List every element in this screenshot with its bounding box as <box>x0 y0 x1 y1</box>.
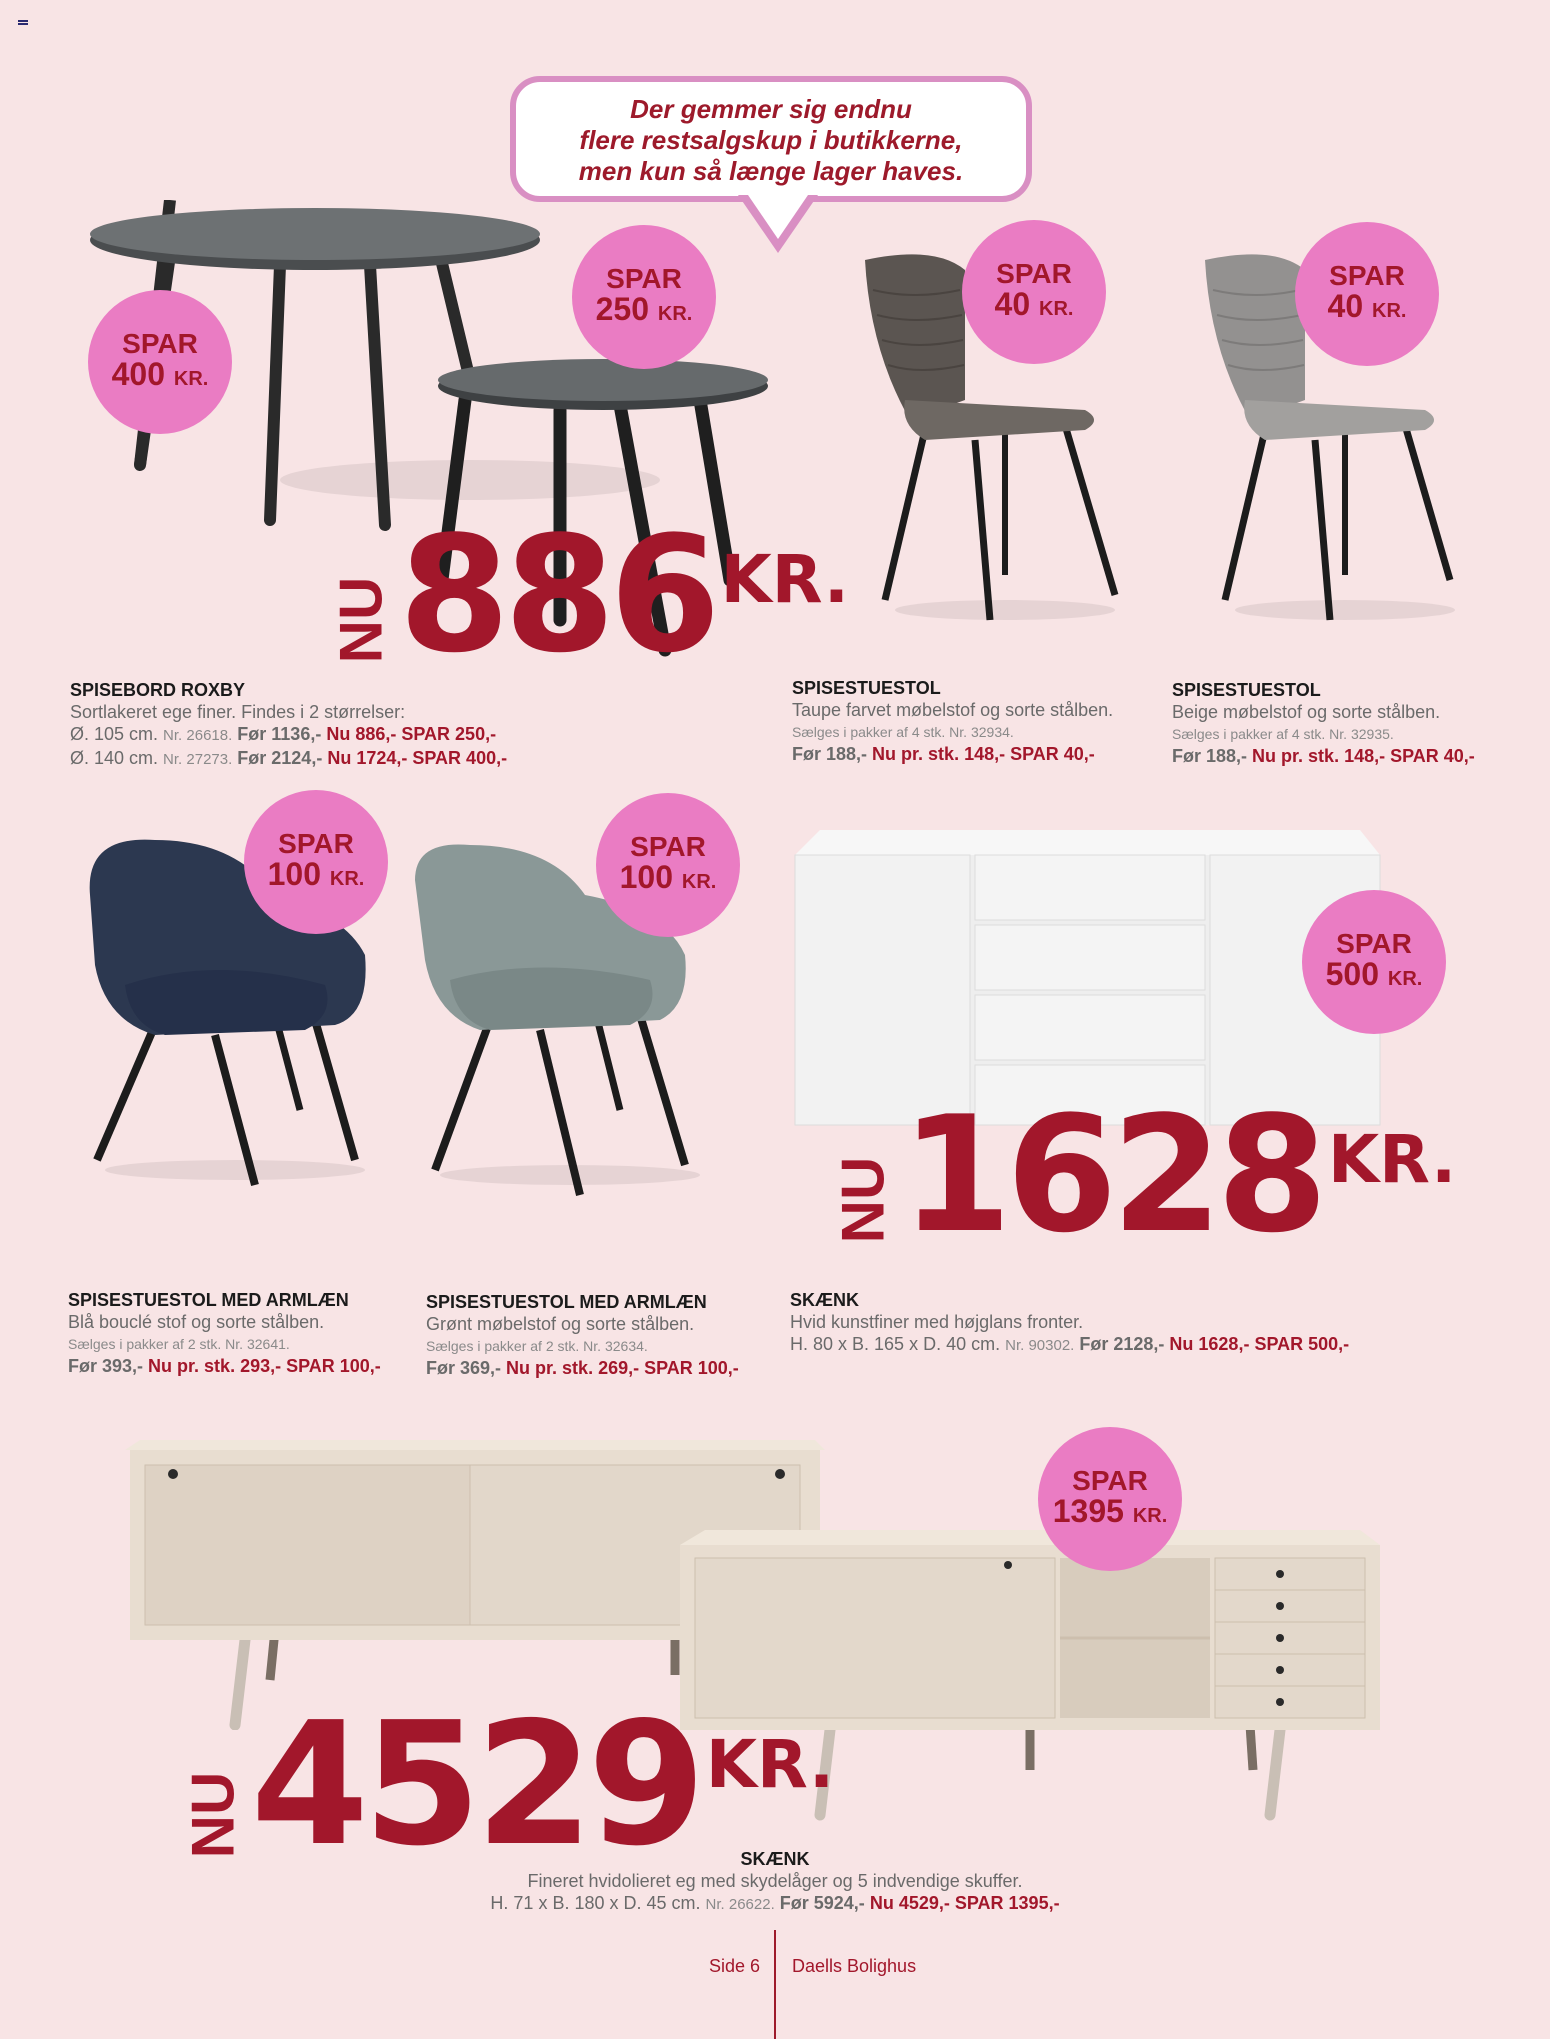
spar-label: SPAR <box>1329 259 1405 291</box>
spar-unit: KR. <box>1387 967 1423 990</box>
spar-unit: KR. <box>657 302 693 325</box>
now-price: Nu 4529,- SPAR 1395,- <box>869 1893 1060 1913</box>
item-number: Nr. 90302. <box>1005 1337 1075 1354</box>
spar-amount: 500 <box>1325 955 1380 992</box>
spar-unit: KR. <box>681 870 717 893</box>
price-line-2 <box>70 747 770 771</box>
price-number: 886 <box>398 501 715 688</box>
promo-speech-bubble <box>510 76 1032 202</box>
spar-amount: 40 <box>1327 287 1364 324</box>
product-sideboard-white <box>790 1289 1510 1357</box>
price-number: 4529 <box>250 1686 700 1884</box>
nu-label: NU <box>327 576 395 664</box>
spar-badge-500 <box>1302 890 1446 1034</box>
size: Ø. 140 cm. <box>70 748 159 768</box>
spar-badge-400 <box>88 290 232 434</box>
now-price: Nu 1724,- SPAR 400,- <box>327 748 508 768</box>
price-line-1 <box>70 723 770 747</box>
big-price-4529 <box>170 1665 835 1884</box>
product-armchair-green <box>426 1291 786 1379</box>
before-price: Før 188,- <box>1172 746 1248 766</box>
spar-badge-100-green <box>596 793 740 937</box>
pack-info: Sælges i pakker af 2 stk. Nr. 32634. <box>426 1338 648 1354</box>
spar-amount: 100 <box>267 855 322 892</box>
page-number: Side 6 <box>708 1956 760 1976</box>
product-name: SPISESTUESTOL MED ARMLÆN <box>426 1292 707 1312</box>
size: H. 71 x B. 180 x D. 45 cm. <box>490 1893 701 1913</box>
before-price: Før 393,- <box>68 1356 144 1376</box>
spar-amount: 1395 <box>1052 1492 1124 1529</box>
size: Ø. 105 cm. <box>70 724 159 744</box>
product-name: SKÆNK <box>790 1290 860 1310</box>
product-armchair-blue <box>68 1289 428 1377</box>
now-price: Nu pr. stk. 269,- SPAR 100,- <box>506 1358 739 1378</box>
product-name: SPISESTUESTOL <box>1172 680 1321 700</box>
nu-label: NU <box>179 1771 247 1859</box>
before-price: Før 369,- <box>426 1358 502 1378</box>
spar-label: SPAR <box>630 830 706 862</box>
spar-unit: KR. <box>1132 1504 1168 1527</box>
spar-amount: 250 <box>595 290 650 327</box>
spar-badge-40-taupe <box>962 220 1106 364</box>
now-price: Nu pr. stk. 293,- SPAR 100,- <box>148 1356 381 1376</box>
product-desc: Grønt møbelstof og sorte stålben. <box>426 1314 695 1334</box>
spar-label: SPAR <box>278 827 354 859</box>
before-price: Før 2128,- <box>1079 1334 1165 1354</box>
price-currency: KR. <box>705 1726 835 1803</box>
spar-unit: KR. <box>1039 297 1074 320</box>
product-desc: Hvid kunstfiner med højglans fronter. <box>790 1312 1084 1332</box>
now-price: Nu pr. stk. 148,- SPAR 40,- <box>1252 746 1475 766</box>
spar-label: SPAR <box>122 327 198 359</box>
price-currency: KR. <box>1327 1121 1457 1198</box>
footer-divider <box>774 1930 776 2039</box>
product-name: SPISESTUESTOL <box>792 678 941 698</box>
before-price: Før 5924,- <box>779 1893 865 1913</box>
before-price: Før 188,- <box>792 744 868 764</box>
nu-label: NU <box>829 1156 897 1244</box>
spar-amount: 40 <box>994 285 1031 322</box>
product-chair-taupe <box>792 677 1162 765</box>
pack-info: Sælges i pakker af 2 stk. Nr. 32641. <box>68 1336 290 1352</box>
product-desc: Beige møbelstof og sorte stålben. <box>1172 702 1441 722</box>
item-number: Nr. 27273. <box>163 751 233 768</box>
before-price: Før 1136,- <box>237 724 322 744</box>
spar-label: SPAR <box>996 257 1072 289</box>
product-desc: Fineret hvidolieret eg med skydelåger og 5 indvendige skuffer. <box>527 1871 1023 1891</box>
spar-unit: KR. <box>173 367 209 390</box>
product-desc: Taupe farvet møbelstof og sorte stålben. <box>792 700 1114 720</box>
product-roxby <box>70 679 770 771</box>
brand-name: Daells Bolighus <box>792 1956 917 1976</box>
now-price: Nu 1628,- SPAR 500,- <box>1169 1334 1350 1354</box>
before-price: Før 2124,- <box>237 748 323 768</box>
spar-badge-40-beige <box>1295 222 1439 366</box>
product-name: SPISESTUESTOL MED ARMLÆN <box>68 1290 349 1310</box>
pack-info: Sælges i pakker af 4 stk. Nr. 32935. <box>1172 726 1394 742</box>
size: H. 80 x B. 165 x D. 40 cm. <box>790 1334 1001 1354</box>
bubble-line-1: Der gemmer sig endnu <box>630 94 912 124</box>
spar-badge-250 <box>572 225 716 369</box>
now-price: Nu pr. stk. 148,- SPAR 40,- <box>872 744 1095 764</box>
spar-label: SPAR <box>1072 1464 1148 1496</box>
item-number: Nr. 26622. <box>705 1896 775 1913</box>
spar-label: SPAR <box>1336 927 1412 959</box>
spar-badge-100-blue <box>244 790 388 934</box>
bubble-line-3: men kun så længe lager haves. <box>578 156 964 186</box>
spar-amount: 100 <box>619 858 674 895</box>
spar-label: SPAR <box>606 262 682 294</box>
item-number: Nr. 26618. <box>163 727 233 744</box>
pack-info: Sælges i pakker af 4 stk. Nr. 32934. <box>792 724 1014 740</box>
product-desc: Sortlakeret ege finer. Findes i 2 størrelser: <box>70 702 406 722</box>
product-chair-beige <box>1172 679 1542 767</box>
big-price-886 <box>318 480 849 688</box>
product-name: SPISEBORD ROXBY <box>70 680 246 700</box>
spar-amount: 400 <box>111 355 166 392</box>
menu-icon[interactable] <box>18 20 28 28</box>
price-currency: KR. <box>720 541 849 618</box>
now-price: Nu 886,- SPAR 250,- <box>326 724 497 744</box>
bubble-line-2: flere restsalgskup i butikkerne, <box>579 125 963 155</box>
spar-unit: KR. <box>329 867 365 890</box>
price-number: 1628 <box>900 1081 1322 1268</box>
product-desc: Blå bouclé stof og sorte stålben. <box>68 1312 325 1332</box>
big-price-1628 <box>820 1060 1457 1268</box>
spar-unit: KR. <box>1372 299 1407 322</box>
product-name: SKÆNK <box>740 1849 810 1869</box>
spar-badge-1395 <box>1038 1427 1182 1571</box>
product-sideboard-oak <box>300 1848 1250 1916</box>
